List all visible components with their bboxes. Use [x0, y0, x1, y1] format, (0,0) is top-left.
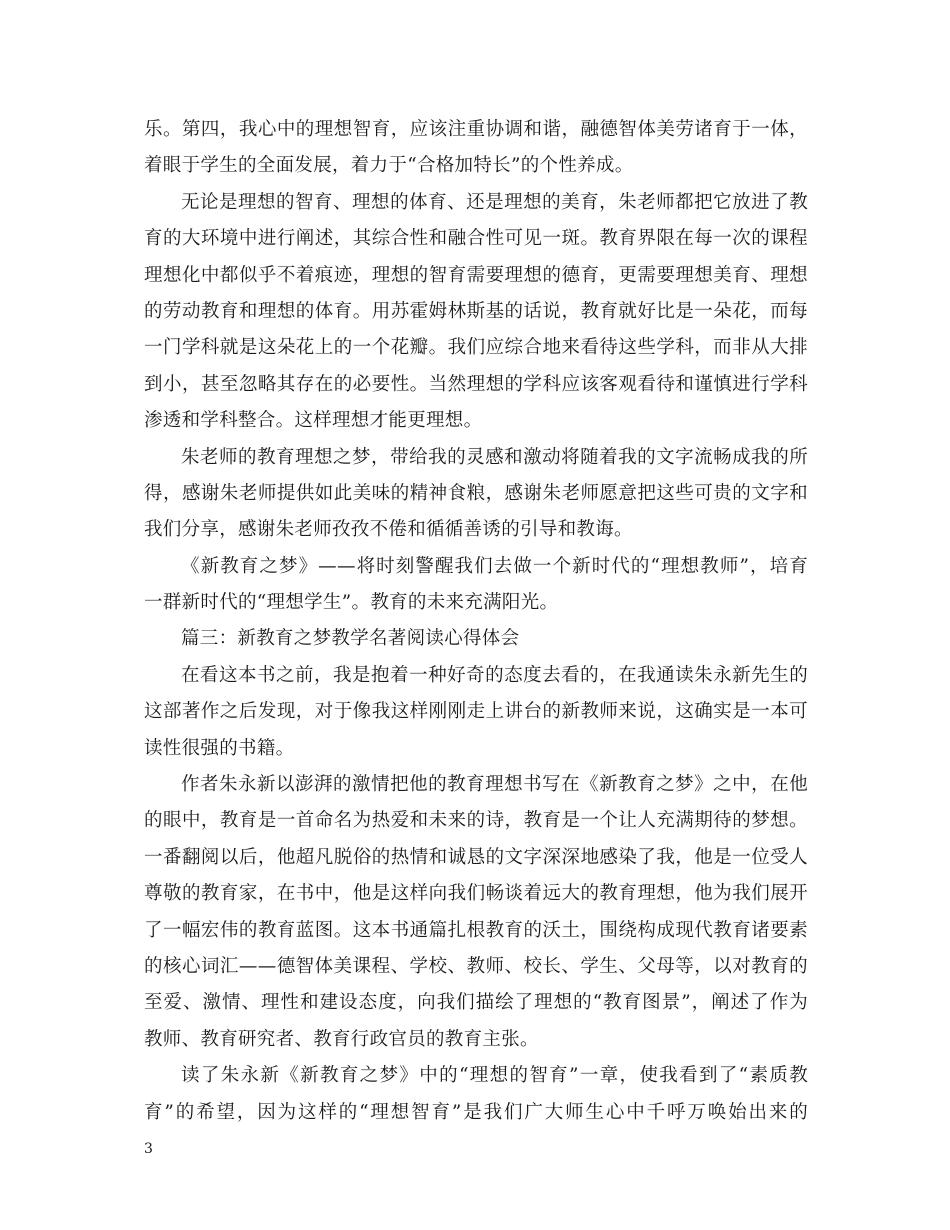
text-line: 育的大环境中进行阐述，其综合性和融合性可见一斑。教育界限在每一次的课程	[144, 228, 808, 250]
text-line: 在看这本书之前，我是抱着一种好奇的态度去看的，在我通读朱永新先生的	[181, 664, 808, 686]
text-line: 篇三：新教育之梦教学名著阅读心得体会	[181, 628, 520, 650]
text-line: 一群新时代的“理想学生”。教育的未来充满阳光。	[144, 592, 559, 614]
text-line: 无论是理想的智育、理想的体育、还是理想的美育，朱老师都把它放进了教	[181, 191, 808, 213]
text-line: 作者朱永新以澎湃的激情把他的教育理想书写在《新教育之梦》之中，在他	[181, 774, 808, 796]
document-body	[144, 112, 808, 1131]
text-line: 的劳动教育和理想的体育。用苏霍姆林斯基的话说，教育就好比是一朵花，而每	[144, 300, 808, 322]
text-line: 着眼于学生的全面发展，着力于“合格加特长”的个性养成。	[144, 155, 634, 177]
text-line: 得，感谢朱老师提供如此美味的精神食粮，感谢朱老师愿意把这些可贵的文字和	[144, 482, 808, 504]
text-line: 育”的希望，因为这样的“理想智育”是我们广大师生心中千呼万唤始出来的	[144, 1101, 808, 1123]
text-line: 的眼中，教育是一首命名为热爱和未来的诗，教育是一个让人充满期待的梦想。	[144, 810, 808, 832]
text-line: 一门学科就是这朵花上的一个花瓣。我们应综合地来看待这些学科，而非从大排	[144, 337, 808, 359]
text-line: 的核心词汇——德智体美课程、学校、教师、校长、学生、父母等，以对教育的	[144, 955, 808, 977]
text-line: 渗透和学科整合。这样理想才能更理想。	[144, 410, 483, 432]
text-line: 到小，甚至忽略其存在的必要性。当然理想的学科应该客观看待和谨慎进行学科	[144, 373, 808, 395]
text-line: 尊敬的教育家，在书中，他是这样向我们畅谈着远大的教育理想，他为我们展开	[144, 883, 808, 905]
text-line: 我们分享，感谢朱老师孜孜不倦和循循善诱的引导和教诲。	[144, 519, 633, 541]
text-line: 读了朱永新《新教育之梦》中的“理想的智育”一章，使我看到了“素质教	[181, 1065, 808, 1087]
text-line: 读性很强的书籍。	[144, 737, 295, 759]
text-line: 乐。第四，我心中的理想智育，应该注重协调和谐，融德智体美劳诸育于一体，	[144, 119, 808, 140]
text-line: 理想化中都似乎不着痕迹，理想的智育需要理想的德育，更需要理想美育、理想	[144, 264, 808, 286]
text-line: 了一幅宏伟的教育蓝图。这本书通篇扎根教育的沃土，围绕构成现代教育诸要素	[144, 919, 808, 941]
page-number: 3	[144, 1141, 153, 1157]
text-line: 一番翻阅以后，他超凡脱俗的热情和诚恳的文字深深地感染了我，他是一位受人	[144, 846, 808, 868]
text-line: 《新教育之梦》——将时刻警醒我们去做一个新时代的“理想教师”，培育	[181, 555, 808, 577]
text-line: 至爱、激情、理性和建设态度，向我们描绘了理想的“教育图景”，阐述了作为	[144, 992, 808, 1014]
text-line: 这部著作之后发现，对于像我这样刚刚走上讲台的新教师来说，这确实是一本可	[144, 701, 808, 723]
text-line: 教师、教育研究者、教育行政官员的教育主张。	[144, 1028, 539, 1050]
text-line: 朱老师的教育理想之梦，带给我的灵感和激动将随着我的文字流畅成我的所	[181, 446, 808, 468]
